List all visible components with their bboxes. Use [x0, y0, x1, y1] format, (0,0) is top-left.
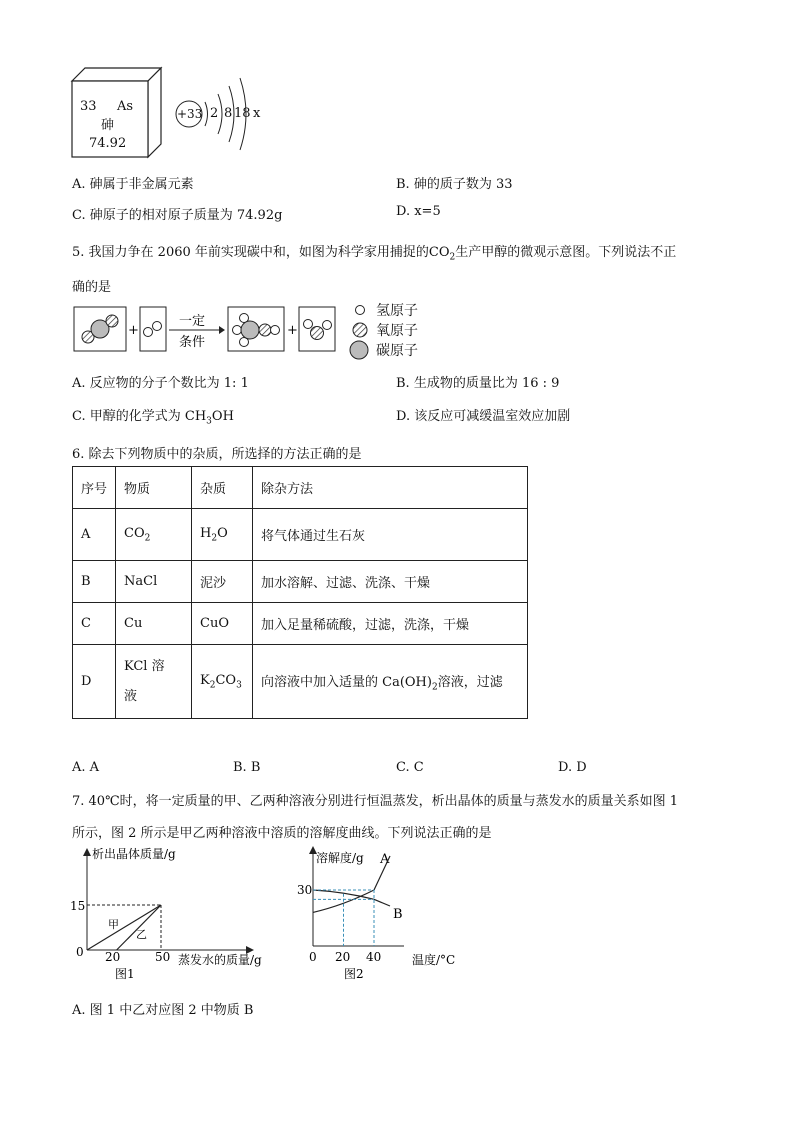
element-number: 33: [80, 99, 97, 114]
q4-option-d[interactable]: D. x=5: [396, 204, 441, 219]
nucleus-charge: +33: [177, 107, 203, 121]
q5-stem-line1: 5. 我国力争在 2060 年前实现碳中和，如图为科学家用捕捉的$CO_2$生产甲醇的微观示意图。下列说法不正: [72, 245, 677, 263]
arrow-label-top: 一定: [179, 314, 206, 329]
cell-impurity: CuO: [192, 603, 253, 645]
cell-substance: KCl 溶 液: [116, 645, 192, 719]
q7-stem-line1: 7. 40℃时，将一定质量的甲、乙两种溶液分别进行恒温蒸发，析出晶体的质量与蒸发水的质量关系如图 1: [72, 794, 679, 809]
plus-sign-1: +: [128, 323, 139, 338]
header-method: 除杂方法: [253, 467, 528, 509]
element-name: 砷: [101, 118, 115, 133]
reaction-diagram: [72, 304, 372, 356]
legend-carbon: 碳原子: [376, 343, 418, 359]
q6-option-b[interactable]: B. B: [233, 760, 261, 775]
q5-option-d[interactable]: D. 该反应可减缓温室效应加剧: [396, 409, 571, 424]
element-mass: 74.92: [89, 136, 127, 151]
legend-carbon-icon: [348, 339, 370, 361]
fig2-x-tick-0: 0: [309, 950, 317, 964]
q7-stem-line2: 所示，图 2 所示是甲乙两种溶液中溶质的溶解度曲线。下列说法正确的是: [72, 826, 492, 841]
plus-sign-2: +: [287, 323, 298, 338]
fig1-caption: 图1: [115, 967, 135, 981]
legend-hydrogen: 氢原子: [376, 303, 418, 319]
q5-stem-line2: 确的是: [72, 280, 112, 295]
fig1-x-tick-50: 50: [155, 950, 171, 964]
element-symbol: As: [117, 99, 134, 114]
fig1-y-axis-label: 析出晶体质量/g: [92, 847, 176, 861]
shell-4: x: [253, 106, 261, 121]
q4-option-a[interactable]: A. 砷属于非金属元素: [72, 177, 194, 192]
q7-option-a[interactable]: A. 图 1 中乙对应图 2 中物质 B: [72, 1003, 254, 1018]
fig2-x-axis-label: 温度/°C: [412, 953, 456, 967]
fig2-y-axis-label: 溶解度/g: [316, 851, 364, 865]
cell-method: 将气体通过生石灰: [253, 509, 528, 561]
q6-option-d[interactable]: D. D: [558, 760, 587, 775]
table-row: [73, 603, 528, 645]
cell-substance: NaCl: [116, 561, 192, 603]
cell-substance: Cu: [116, 603, 192, 645]
header-impurity: 杂质: [192, 467, 253, 509]
legend-oxygen: 氧原子: [376, 323, 418, 339]
arrow-label-bottom: 条件: [179, 335, 206, 350]
shell-2: 8: [224, 106, 233, 121]
figure-2-chart: [292, 846, 472, 988]
header-substance: 物质: [116, 467, 192, 509]
fig1-series-yi-label: 乙: [136, 928, 147, 941]
table-header-row: [73, 467, 528, 509]
q4-option-b[interactable]: B. 砷的质子数为 33: [396, 177, 513, 192]
fig2-caption: 图2: [344, 967, 364, 981]
legend-oxygen-icon: [350, 320, 370, 340]
table-row: [73, 645, 528, 719]
cell-method: 加入足量稀硫酸，过滤，洗涤，干燥: [253, 603, 528, 645]
q6-table: [72, 466, 528, 719]
table-row: [73, 561, 528, 603]
cell-id: B: [73, 561, 116, 603]
fig1-series-jia-label: 甲: [108, 918, 119, 931]
q5-option-b[interactable]: B. 生成物的质量比为 16 : 9: [396, 376, 560, 391]
fig2-series-a-label: A: [380, 852, 390, 867]
q6-option-c[interactable]: C. C: [396, 760, 424, 775]
q5-option-c[interactable]: C. 甲醇的化学式为 $CH_3OH$: [72, 409, 234, 427]
fig2-series-b-label: B: [393, 907, 403, 922]
cell-impurity: $H_2O$: [192, 509, 253, 561]
cell-impurity: $K_2CO_3$: [192, 645, 253, 719]
fig1-x-tick-20: 20: [105, 950, 121, 964]
q6-stem: 6. 除去下列物质中的杂质，所选择的方法正确的是: [72, 447, 362, 462]
cell-method: 向溶液中加入适量的 $Ca(OH)_2$溶液，过滤: [253, 645, 528, 719]
fig2-x-tick-40: 40: [366, 950, 382, 964]
q4-option-c[interactable]: C. 砷原子的相对原子质量为 74.92g: [72, 208, 283, 223]
cell-impurity: 泥沙: [192, 561, 253, 603]
figure-1-chart: [70, 846, 290, 988]
fig2-series-b-curve: [313, 890, 390, 906]
fig1-y-tick-15: 15: [70, 899, 86, 913]
cell-method: 加水溶解、过滤、洗涤、干燥: [253, 561, 528, 603]
fig1-origin: 0: [76, 945, 84, 959]
legend-hydrogen-icon: [352, 302, 368, 318]
cell-id: A: [73, 509, 116, 561]
header-id: 序号: [73, 467, 116, 509]
shell-3: 18: [234, 106, 251, 121]
q6-option-a[interactable]: A. A: [72, 760, 100, 775]
table-row: [73, 509, 528, 561]
q5-option-a[interactable]: A. 反应物的分子个数比为 1: 1: [72, 376, 249, 391]
shell-1: 2: [210, 106, 219, 121]
fig2-x-tick-20: 20: [335, 950, 351, 964]
fig2-y-tick-30: 30: [297, 883, 313, 897]
cell-id: C: [73, 603, 116, 645]
cell-id: D: [73, 645, 116, 719]
fig1-x-axis-label: 蒸发水的质量/g: [178, 953, 262, 967]
cell-substance: $CO_2$: [116, 509, 192, 561]
